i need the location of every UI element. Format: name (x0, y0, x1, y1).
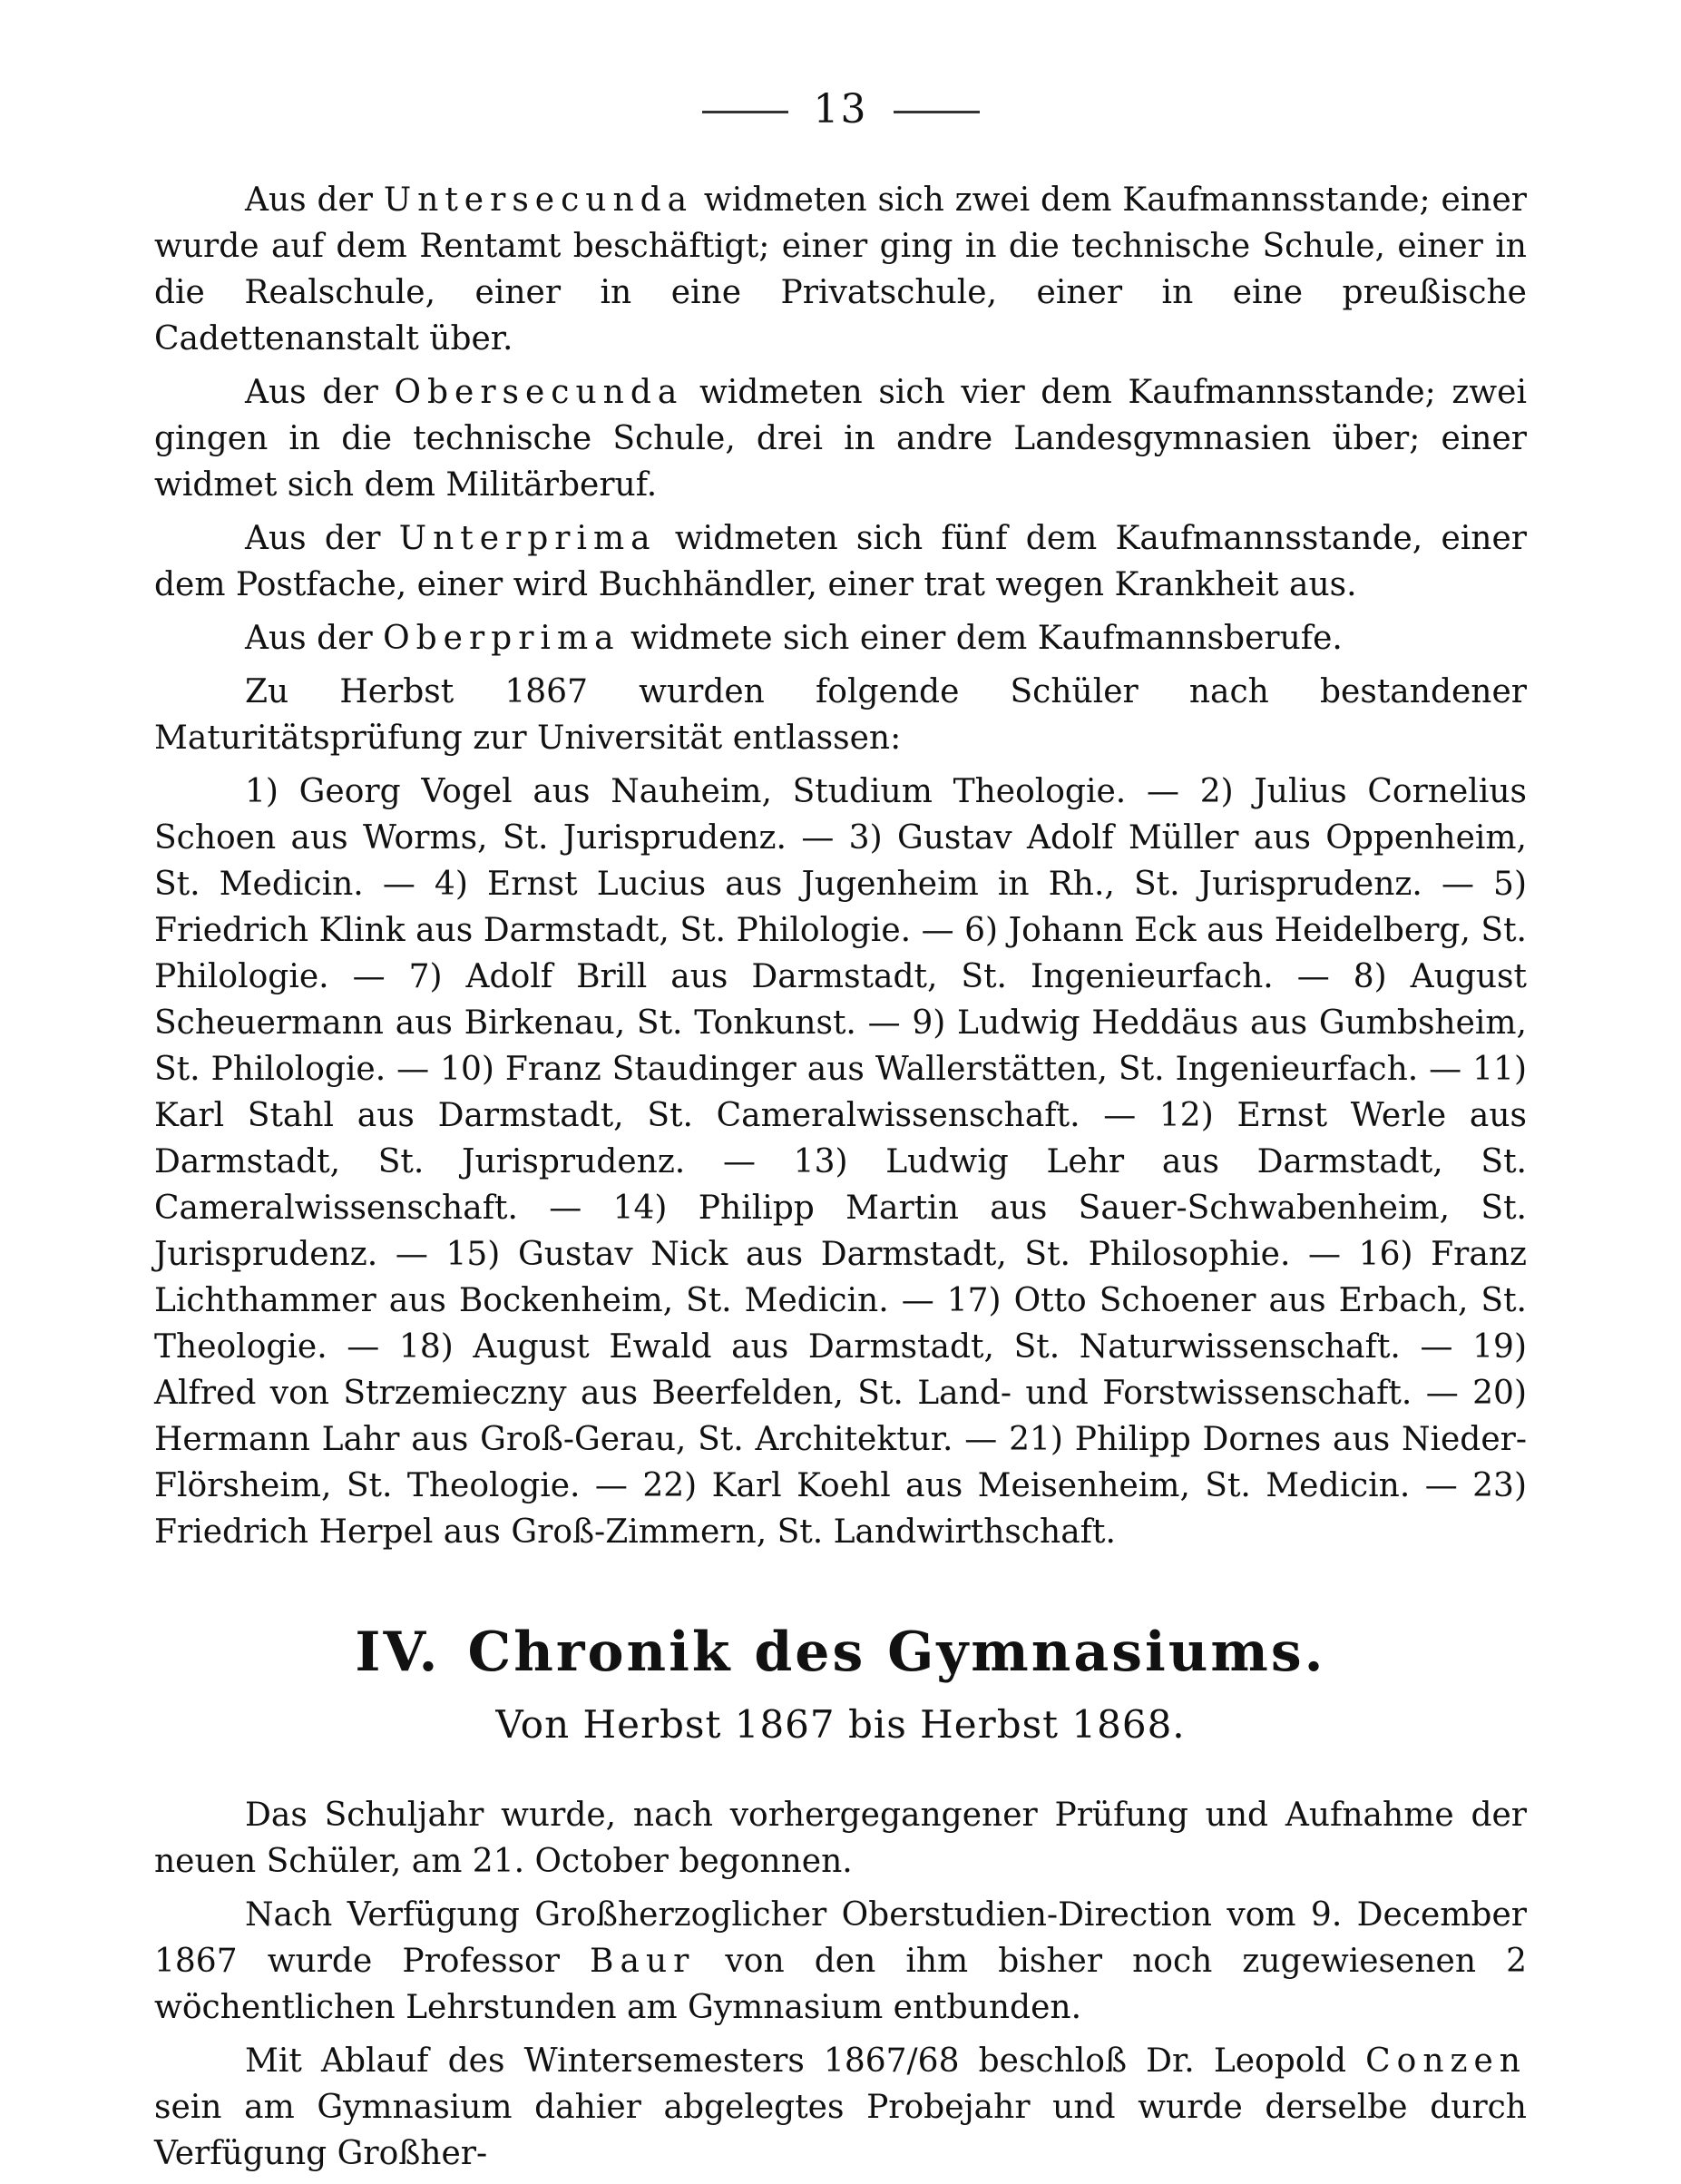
paragraph-oberprima: Aus der Oberprima widmete sich einer dem Kaufmannsberufe. (245, 620, 1343, 657)
paragraph-obersecunda: Aus der Obersecunda widmeten sich vier dem Kaufmannsstande; zwei gingen in die technische Schule, drei in andre Landesgymnasien über; einer widmet sich dem Militärberuf. (154, 374, 1527, 504)
section-numeral: IV. (355, 1621, 441, 1684)
chronicle-paragraph: Mit Ablauf des Wintersemesters 1867/68 beschloß Dr. Leopold Conzen sein am Gymnasium dahier abgelegtes Probejahr und wurde derselbe durch Verfügung Großher- (154, 2042, 1527, 2172)
section-title (154, 1621, 1527, 1684)
header-rule-left (702, 111, 788, 113)
class-name: Oberprima (383, 620, 621, 657)
section-heading (154, 1621, 1527, 1747)
header-rule-right (894, 111, 980, 113)
chronicle-paragraph: Nach Verfügung Großherzoglicher Oberstudien-Direction vom 9. December 1867 wurde Professor Baur von den ihm bisher noch zugewiesenen 2 wöchentlichen Lehrstunden am Gymnasium entbunden. (154, 1896, 1527, 2026)
chronicle-paragraph: Das Schuljahr wurde, nach vorhergegangener Prüfung und Aufnahme der neuen Schüler, am 21. October begonnen. (154, 1797, 1527, 1880)
page-content (154, 177, 1527, 2184)
paragraph-unterprima: Aus der Unterprima widmeten sich fünf dem Kaufmannsstande, einer dem Postfache, einer wird Buchhändler, einer trat wegen Krankheit aus. (154, 520, 1527, 603)
class-name: Untersecunda (383, 181, 694, 219)
graduates-intro: Zu Herbst 1867 wurden folgende Schüler nach bestandener Maturitätsprüfung zur Universität entlassen: (154, 673, 1527, 757)
page-number: 13 (813, 86, 868, 132)
class-name: Obersecunda (394, 374, 684, 411)
section-title-text: Chronik des Gymnasiums. (467, 1621, 1326, 1684)
graduates-list: 1) Georg Vogel aus Nauheim, Studium Theologie. — 2) Julius Cornelius Schoen aus Worms, St. Jurisprudenz. — 3) Gustav Adolf Müller aus Oppenheim, St. Medicin. — 4) Ernst Lucius aus Jugenheim in Rh., St. Jurisprudenz. — 5) Friedrich Klink aus Darmstadt, St. Philologie. — 6) Johann Eck aus Heidelberg, St. Philologie. — 7) Adolf Brill aus Darmstadt, St. Ingenieurfach. — 8) August Scheuermann aus Birkenau, St. Tonkunst. — 9) Ludwig Heddäus aus Gumbsheim, St. Philologie. — 10) Franz Staudinger aus Wallerstätten, St. Ingenieurfach. — 11) Karl Stahl aus Darmstadt, St. Cameralwissenschaft. — 12) Ernst Werle aus Darmstadt, St. Jurisprudenz. — 13) Ludwig Lehr aus Darmstadt, St. Cameralwissenschaft. — 14) Philipp Martin aus Sauer-Schwabenheim, St. Jurisprudenz. — 15) Gustav Nick aus Darmstadt, St. Philosophie. — 16) Franz Lichthammer aus Bockenheim, St. Medicin. — 17) Otto Schoener aus Erbach, St. Theologie. — 18) August Ewald aus Darmstadt, St. Naturwissenschaft. — 19) Alfred von Strzemieczny aus Beerfelden, St. Land- und Forstwissenschaft. — 20) Hermann Lahr aus Groß-Gerau, St. Architektur. — 21) Philipp Dornes aus Nieder-Flörsheim, St. Theologie. — 22) Karl Koehl aus Meisenheim, St. Medicin. — 23) Friedrich Herpel aus Groß-Zimmern, St. Landwirthschaft. (154, 773, 1527, 1551)
person-name: Baur (590, 1943, 696, 1980)
section-subtitle: Von Herbst 1867 bis Herbst 1868. (495, 1702, 1186, 1747)
person-name: Conzen (1365, 2042, 1527, 2080)
page-number-header (0, 86, 1681, 132)
class-name: Unterprima (398, 520, 657, 557)
paragraph-untersecunda: Aus der Untersecunda widmeten sich zwei dem Kaufmannsstande; einer wurde auf dem Rentamt beschäftigt; einer ging in die technische Schule, einer in die Realschule, einer in eine Privatschule, einer in eine preußische Cadettenanstalt über. (154, 181, 1527, 357)
